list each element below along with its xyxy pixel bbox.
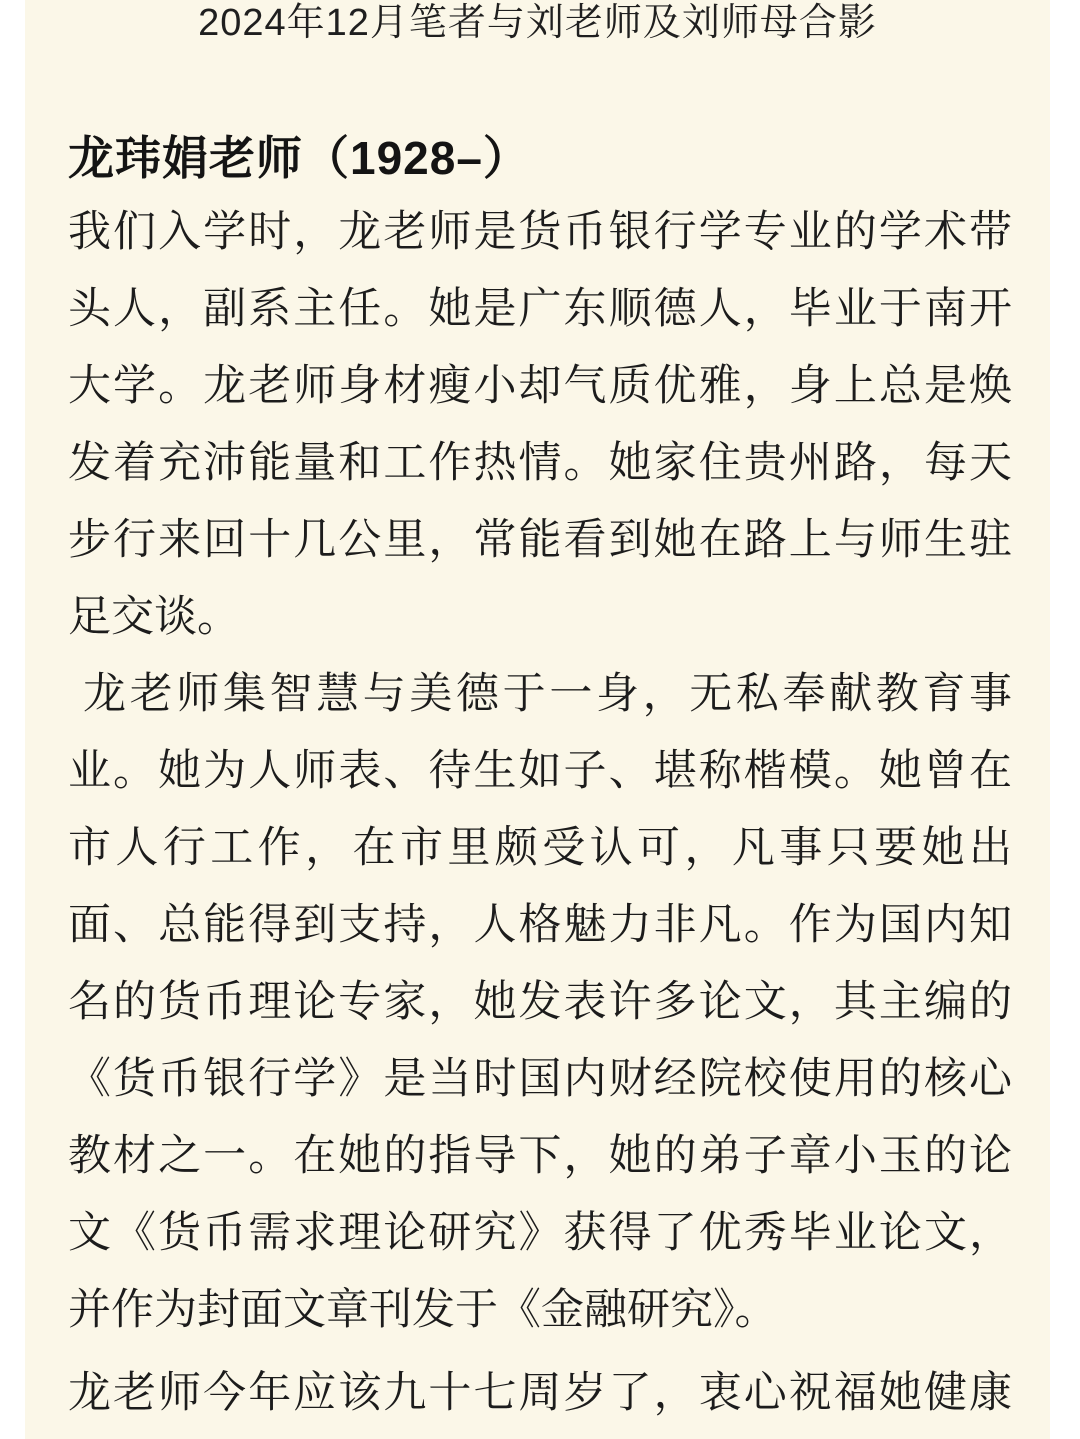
article-body <box>25 194 1050 1432</box>
text-line: 文《货币需求理论研究》获得了优秀毕业论文， <box>68 1209 1012 1257</box>
text-line: 业。她为人师表、待生如子、堪称楷模。她曾在 <box>68 747 1012 795</box>
section-heading: 龙玮娟老师（1928–） <box>68 132 530 184</box>
text-line: 步行来回十几公里，常能看到她在路上与师生驻 <box>68 516 1012 564</box>
text-line: 大学。龙老师身材瘦小却气质优雅，身上总是焕 <box>68 362 1012 410</box>
text-line: 我们入学时，龙老师是货币银行学专业的学术带 <box>68 208 1012 256</box>
text-line: 《货币银行学》是当时国内财经院校使用的核心 <box>68 1055 1012 1103</box>
text-line: 发着充沛能量和工作热情。她家住贵州路，每天 <box>68 439 1012 487</box>
photo-caption: 2024年12月笔者与刘老师及刘师母合影 <box>198 2 877 44</box>
text-line: 龙老师集智慧与美德于一身，无私奉献教育事 <box>83 670 1012 718</box>
text-line: 并作为封面文章刊发于《金融研究》。 <box>68 1286 778 1334</box>
text-line: 名的货币理论专家，她发表许多论文，其主编的 <box>68 978 1012 1026</box>
text-line: 头人，副系主任。她是广东顺德人，毕业于南开 <box>68 285 1012 333</box>
article-card <box>25 0 1050 1439</box>
text-line: 龙老师今年应该九十七周岁了，衷心祝福她健康 <box>68 1369 1012 1417</box>
text-line: 教材之一。在她的指导下，她的弟子章小玉的论 <box>68 1132 1012 1180</box>
text-line: 足交谈。 <box>68 593 240 641</box>
text-line: 市人行工作，在市里颇受认可，凡事只要她出 <box>68 824 1012 872</box>
text-line: 面、总能得到支持，人格魅力非凡。作为国内知 <box>68 901 1012 949</box>
